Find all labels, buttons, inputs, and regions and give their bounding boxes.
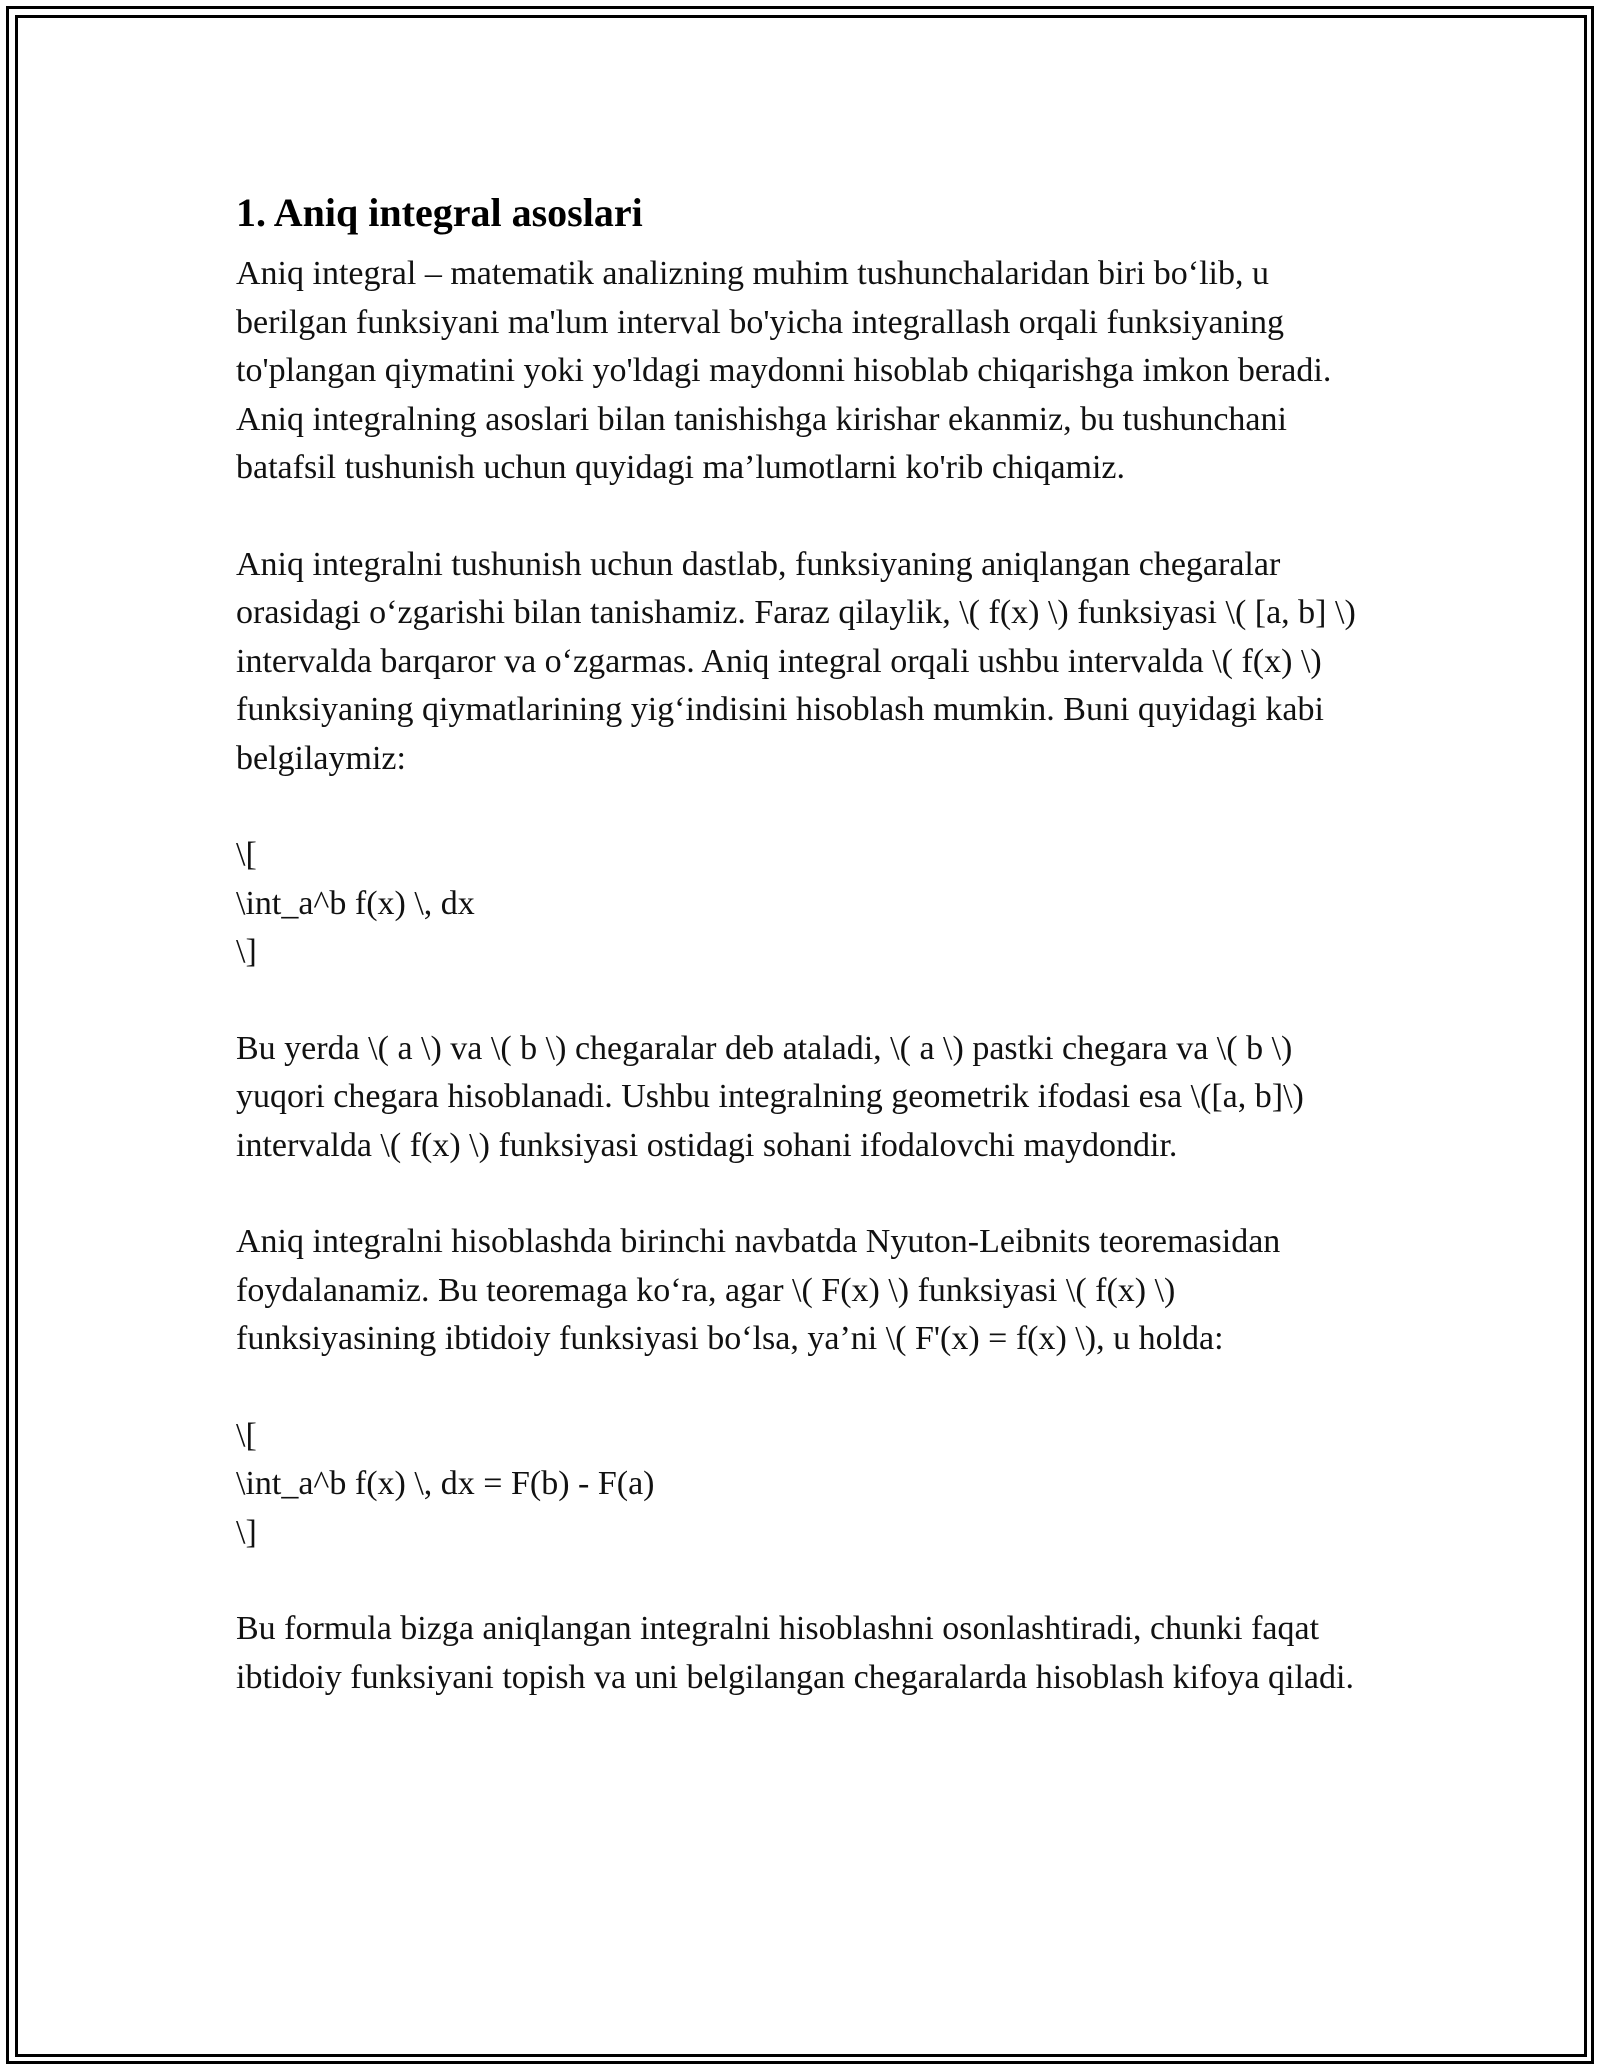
formula-integral xyxy=(236,831,1376,977)
document-body xyxy=(236,186,1376,1750)
formula-open-delimiter: \[ xyxy=(236,1416,257,1454)
formula-body: \int_a^b f(x) \, dx xyxy=(236,884,475,922)
paragraph-intro: Aniq integral – matematik analizning muhim tushunchalaridan biri bo‘lib, u berilgan funksiyani ma'lum interval bo'yicha integrallash orqali funksiyaning to'plangan qiymatini yoki yo'ldagi maydonni hisoblab chiqarishga imkon beradi. Aniq integralning asoslari bilan tanishishga kirishar ekanmiz, bu tushunchani batafsil tushunish uchun quyidagi ma’lumotlarni ko'rib chiqamiz. xyxy=(236,255,1332,486)
formula-body: \int_a^b f(x) \, dx = F(b) - F(a) xyxy=(236,1465,655,1502)
paragraph-bounds: Bu yerda \( a \) va \( b \) chegaralar deb ataladi, \( a \) pastki chegara va \( b \) yuqori chegara hisoblanadi. Ushbu integralning geometrik ifodasi esa \([a, b]\) intervalda \( f(x) \) funksiyasi ostidagi sohani ifodalovchi maydondir. xyxy=(236,1029,1304,1164)
section-heading: 1. Aniq integral asoslari xyxy=(236,190,643,235)
formula-open-delimiter: \[ xyxy=(236,836,257,873)
paragraph-definition: Aniq integralni tushunish uchun dastlab, funksiyaning aniqlangan chegaralar orasidagi o‘zgarishi bilan tanishamiz. Faraz qilaylik, \( f(x) \) funksiyasi \( [a, b] \) intervalda barqaror va o‘zgarmas. Aniq integral orqali ushbu intervalda \( f(x) \) funksiyaning qiymatlarining yig‘indisini hisoblash mumkin. Buni quyidagi kabi belgilaymiz: xyxy=(236,545,1356,777)
paragraph-conclusion: Bu formula bizga aniqlangan integralni hisoblashni osonlashtiradi, chunki faqat ibtidoiy funksiyani topish va uni belgilangan chegaralarda hisoblash kifoya qiladi. xyxy=(236,1610,1354,1696)
formula-newton-leibniz xyxy=(236,1412,1376,1558)
paragraph-newton-leibniz: Aniq integralni hisoblashda birinchi navbatda Nyuton-Leibnits teoremasidan foydalanamiz. Bu teoremaga ko‘ra, agar \( F(x) \) funksiyasi \( f(x) \) funksiyasining ibtidoiy funksiyasi bo‘lsa, ya’ni \( F'(x) = f(x) \), u holda: xyxy=(236,1223,1281,1357)
formula-close-delimiter: \] xyxy=(236,1513,257,1551)
formula-close-delimiter: \] xyxy=(236,933,257,970)
